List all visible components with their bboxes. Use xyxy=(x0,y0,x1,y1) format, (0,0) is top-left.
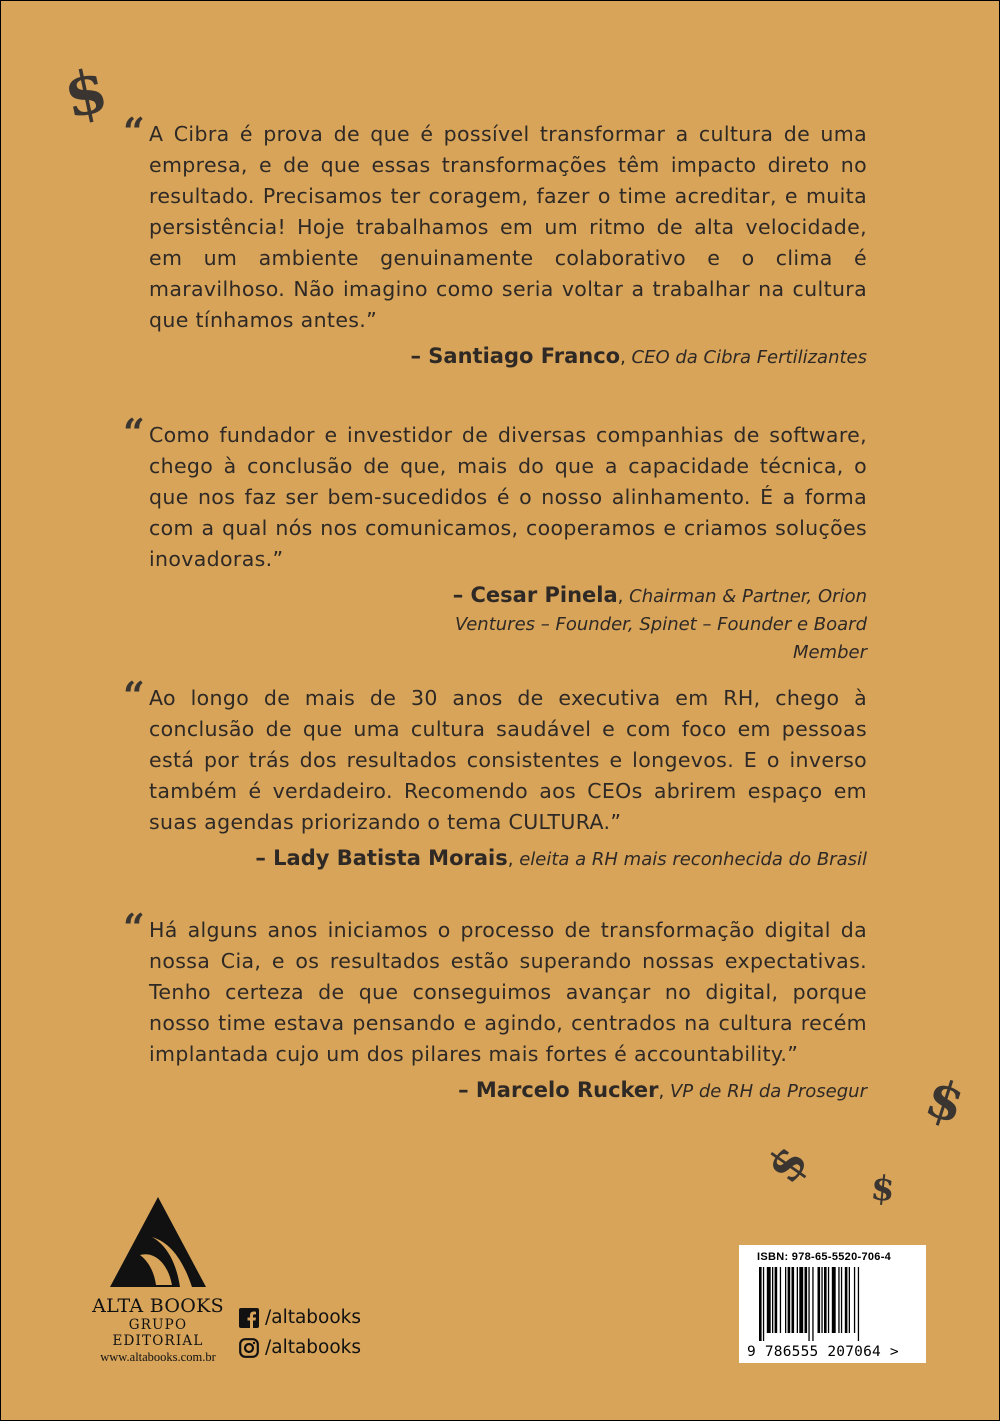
testimonial xyxy=(123,109,867,372)
barcode-digits: 9 786555 207064 > xyxy=(747,1344,899,1360)
isbn-label: ISBN: 978-65-5520-706-4 xyxy=(757,1251,892,1263)
testimonial-text: A Cibra é prova de que é possível transformar a cultura de uma empresa, e de que essas transformações têm impacto direto no resultado. Precisamos ter coragem, fazer o time acreditar, e muita persistência! Hoje trabalhamos em um ritmo de alta velocidade, em um ambiente genuinamente colaborativo e o clima é maravilhoso. Não imagino como seria voltar a trabalhar na cultura que tínhamos antes.” xyxy=(149,122,867,332)
publisher-logo xyxy=(83,1197,233,1365)
testimonial-role: eleita a RH mais reconhecida do Brasil xyxy=(519,849,867,870)
dollar-sign-icon: $ xyxy=(755,1135,819,1193)
testimonial-attribution: – Marcelo Rucker, VP de RH da Prosegur xyxy=(458,1078,867,1102)
testimonial-author: – Santiago Franco xyxy=(410,344,621,368)
testimonial-author: – Marcelo Rucker xyxy=(458,1078,659,1102)
barcode-box xyxy=(739,1245,926,1363)
instagram-handle: /altabooks xyxy=(265,1337,362,1358)
testimonial-attribution: – Santiago Franco, CEO da Cibra Fertilizantes xyxy=(410,344,867,368)
testimonial xyxy=(123,673,867,874)
testimonial-text: Como fundador e investidor de diversas companhias de software, chego à conclusão de que, mais do que a capacidade técnica, o que nos faz ser bem-sucedidos é o nosso alinhamento. É a forma com a qual nós nos comunicamos, cooperamos e criamos soluções inovadoras.” xyxy=(149,423,867,571)
facebook-icon xyxy=(239,1308,259,1328)
instagram-link[interactable] xyxy=(239,1337,361,1358)
dollar-sign-icon: $ xyxy=(868,1167,897,1211)
testimonial-text: Há alguns anos iniciamos o processo de transformação digital da nossa Cia, e os resultados estão superando nossas expectativas. Tenho certeza de que conseguimos avançar no digital, porque nosso time estava pensando e agindo, centrados na cultura recém implantada cujo um dos pilares mais fortes é accountability.” xyxy=(149,918,867,1066)
dollar-sign-icon: $ xyxy=(58,55,114,133)
testimonial-text: Ao longo de mais de 30 anos de executiva em RH, chego à conclusão de que uma cultura saudável e com foco em pessoas está por trás dos resultados consistentes e longevos. E o inverso também é verdadeiro. Recomendo aos CEOs abrirem espaço em suas agendas priorizando o tema CULTURA.” xyxy=(149,686,867,834)
facebook-handle: /altabooks xyxy=(265,1307,362,1328)
publisher-url: www.altabooks.com.br xyxy=(100,1350,216,1364)
publisher-subtitle: GRUPO EDITORIAL xyxy=(112,1317,204,1349)
quote-mark-icon: “ xyxy=(123,673,145,718)
testimonial-author: – Lady Batista Morais xyxy=(255,846,508,870)
instagram-icon xyxy=(239,1338,259,1358)
facebook-link[interactable] xyxy=(239,1307,361,1328)
barcode xyxy=(759,1267,909,1341)
testimonial-role: Chairman & Partner, Orion Ventures – Founder, Spinet – Founder e Board Member xyxy=(454,586,867,663)
quote-mark-icon: “ xyxy=(123,109,145,154)
testimonial-role: VP de RH da Prosegur xyxy=(669,1081,867,1102)
publisher-name: ALTA BOOKS xyxy=(92,1295,224,1317)
testimonial-role: CEO da Cibra Fertilizantes xyxy=(631,347,867,368)
testimonial xyxy=(123,905,867,1106)
alta-books-logo xyxy=(110,1197,206,1289)
testimonial-attribution: – Lady Batista Morais, eleita a RH mais reconhecida do Brasil xyxy=(255,846,867,870)
quote-mark-icon: “ xyxy=(123,905,145,950)
quote-mark-icon: “ xyxy=(123,410,145,455)
testimonial-author: – Cesar Pinela xyxy=(452,583,618,607)
testimonial xyxy=(123,410,867,667)
testimonial-attribution: – Cesar Pinela, Chairman & Partner, Orion Ventures – Founder, Spinet – Founder e Board Member xyxy=(452,583,867,663)
dollar-sign-icon: $ xyxy=(918,1066,972,1137)
